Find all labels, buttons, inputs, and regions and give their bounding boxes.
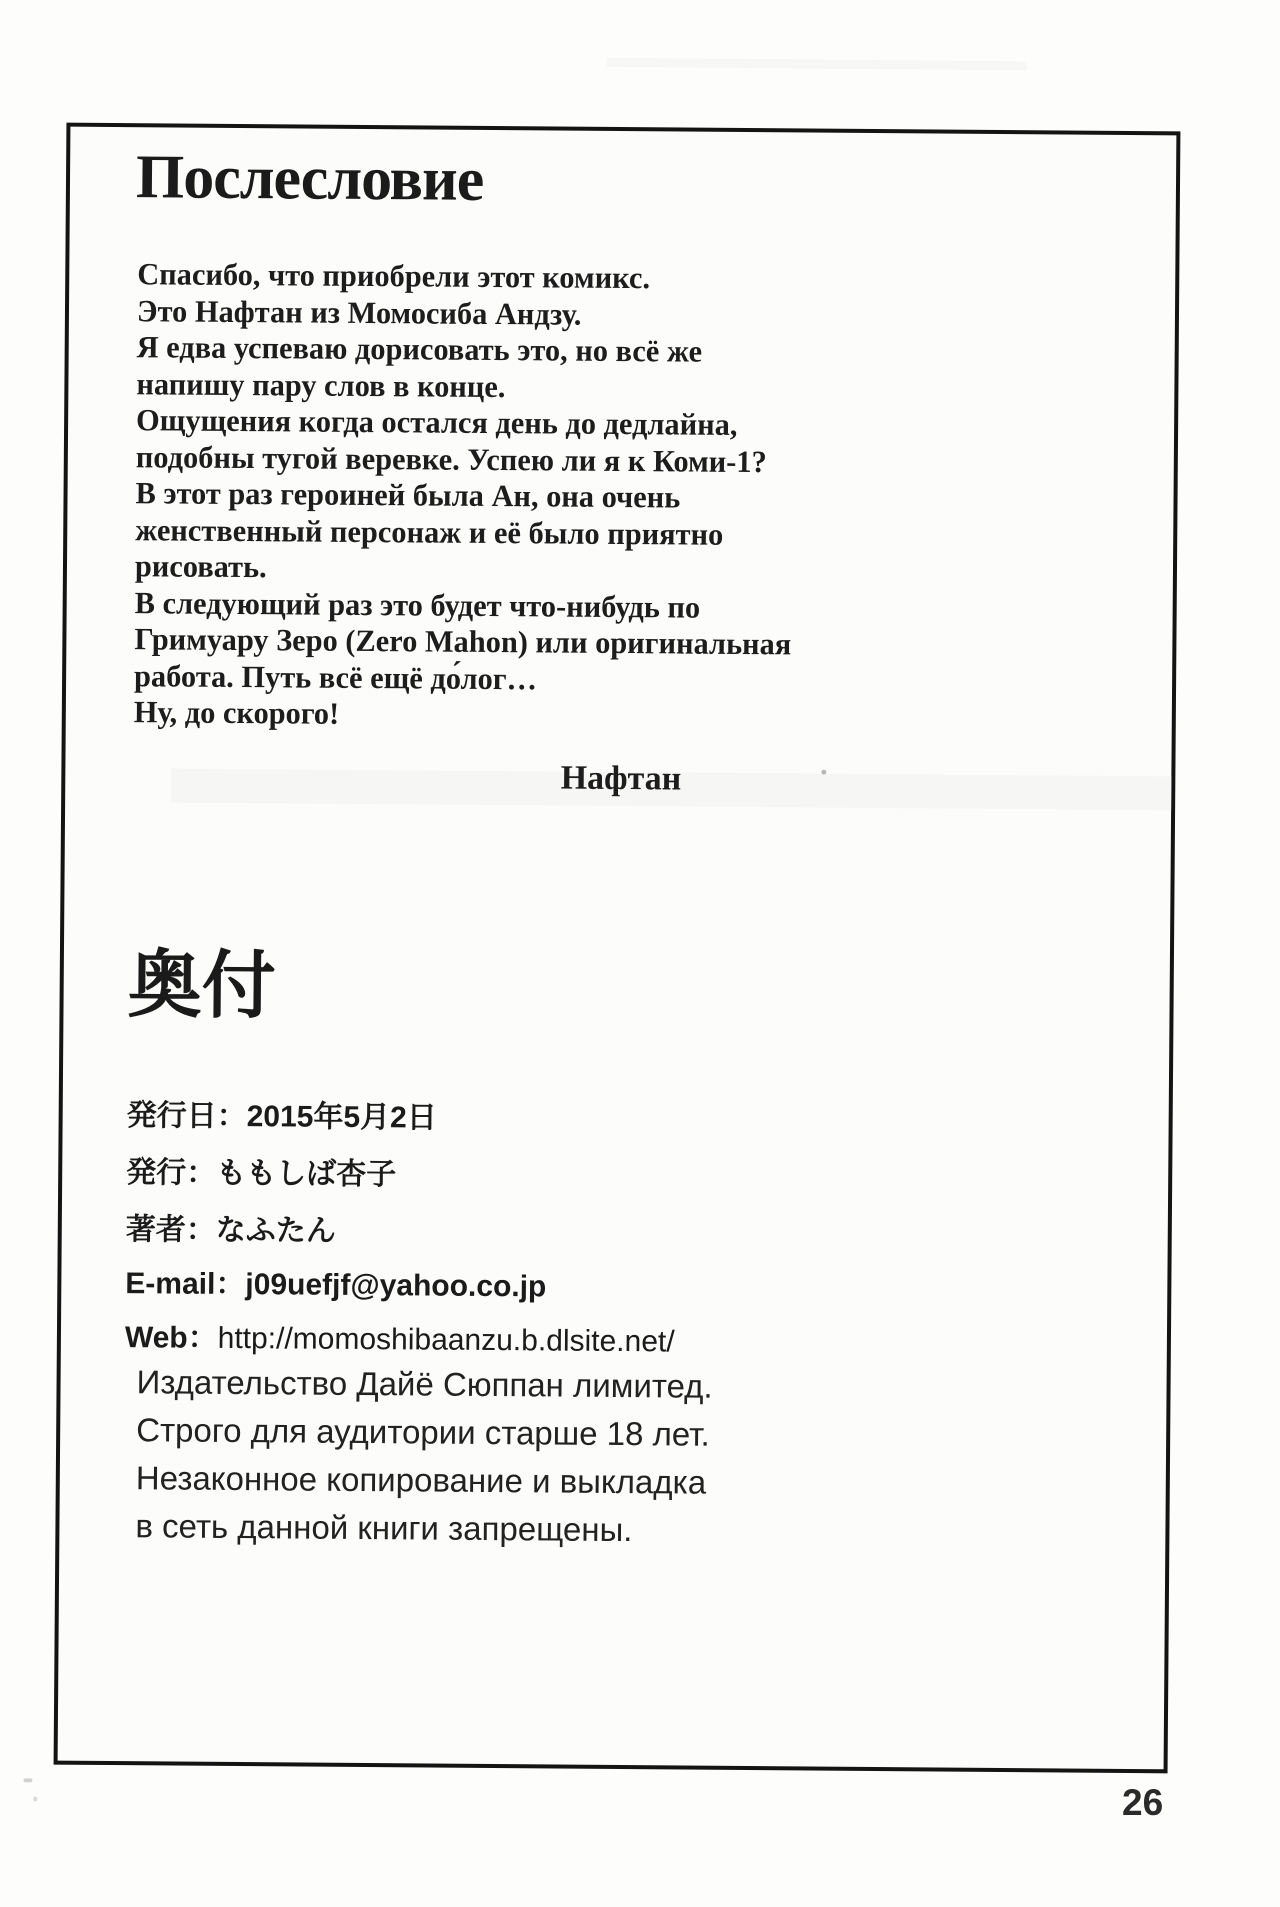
afterword-line: Я едва успеваю дорисовать это, но всё же (136, 329, 703, 369)
afterword-line: Ну, до скорого! (133, 694, 340, 731)
web-label: Web： (124, 1321, 218, 1355)
publisher-notice-line: в сеть данной книги запрещены. (135, 1507, 633, 1549)
afterword-line: подобны тугой веревке. Успею ли я к Коми-1? (135, 438, 767, 479)
colophon-publish-date-row (127, 1090, 437, 1136)
publisher-notice (135, 1358, 713, 1555)
colophon-title: 奥付 (127, 943, 277, 1028)
author-value: なふたん (215, 1213, 336, 1248)
page-number: 26 (1122, 1782, 1164, 1823)
scan-speck (23, 1778, 32, 1782)
publisher-notice-line: Издательство Дайё Сюппан лимитед. (136, 1363, 713, 1405)
colophon-web-row (125, 1312, 675, 1360)
scan-speck (33, 1796, 37, 1801)
afterword-title: Послесловие (135, 143, 484, 214)
afterword-line: Ощущения когда остался день до дедлайна, (135, 402, 738, 442)
scan-speck (821, 770, 826, 775)
author-label: 著者： (125, 1213, 216, 1247)
publish-date-label: 発行日： (126, 1099, 247, 1134)
afterword-line: напишу пару слов в конце. (136, 365, 506, 404)
afterword-line: В этот раз героиней была Ан, она очень (135, 475, 681, 515)
afterword-paragraph (134, 256, 808, 736)
publisher-value: ももしば杏子 (216, 1156, 397, 1192)
web-url-value: http://momoshibaanzu.b.dlsite.net/ (217, 1321, 675, 1359)
publisher-notice-line: Строго для аудитории старше 18 лет. (136, 1411, 710, 1453)
publisher-notice-line: Незаконное копирование и выкладка (135, 1459, 707, 1501)
afterword-line: Гримуару Зеро (Zero Mahon) или оригинальная (134, 621, 792, 662)
publish-date-value: 2015年5月2日 (246, 1100, 437, 1135)
colophon-email-row (125, 1258, 546, 1305)
afterword-line: рисовать. (134, 548, 267, 585)
colophon-publisher-row (126, 1147, 396, 1193)
afterword-line: Спасибо, что приобрели этот комикс. (137, 256, 651, 296)
afterword-line: В следующий раз это будет что-нибудь по (134, 584, 701, 625)
email-value: j09uefjf@yahoo.co.jp (245, 1268, 547, 1304)
scan-noise-band (607, 58, 1027, 70)
afterword-line: Это Нафтан из Момосиба Андзу. (136, 292, 582, 332)
author-signature: Нафтан (560, 759, 682, 798)
publisher-label: 発行： (126, 1156, 217, 1190)
email-label: E-mail： (125, 1267, 246, 1302)
colophon-author-row (126, 1204, 336, 1250)
afterword-line: женственный персонаж и её было приятно (135, 511, 724, 552)
afterword-line: работа. Путь всё ещё до́лог… (133, 657, 538, 696)
